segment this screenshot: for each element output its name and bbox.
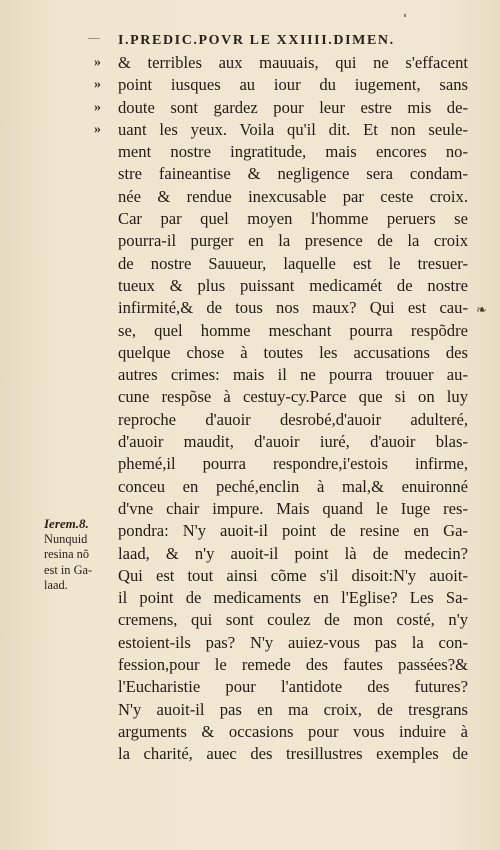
text-line: fession,pour le remede des fautes passées?& [118, 655, 468, 675]
text-line: se, quel homme meschant pourra respõdre [118, 320, 468, 340]
text-line: conceu en peché,enclin à mal,& enuironné [118, 476, 468, 496]
text-line: laad, & n'y auoit-il point là de medecin? [118, 543, 468, 563]
text-line: & terribles aux mauuais, qui ne s'effacent [118, 53, 468, 72]
text-line: la charité, auec des tresillustres exemples de [118, 744, 468, 764]
text-line: née & rendue inexcusable par ceste croix. [118, 186, 468, 206]
quotation-marks-column [94, 52, 114, 141]
text-line: autres crimes: mais il ne pourra trouuer au- [118, 365, 468, 385]
text-line: d'vne chair impure. Mais quand le Iuge res- [118, 498, 468, 518]
body-text [118, 52, 468, 766]
running-head: I.PREDIC.POVR LE XXIIII.DIMEN. [118, 33, 395, 48]
text-line: doute sont gardez pour leur estre mis de- [118, 97, 468, 117]
margin-note-line: est in Ga- [44, 562, 93, 577]
text-line: d'auoir maudit, d'auoir iuré, d'auoir blas- [118, 432, 468, 452]
margin-note-line: Nunquid [44, 531, 88, 546]
text-line: reproche d'auoir desrobé,d'auoir adulteré, [118, 409, 468, 429]
margin-reference: Ierem.8. [44, 516, 89, 531]
text-line: pourra-il purger en la presence de la croix [118, 231, 468, 251]
text-line: Qui est tout ainsi cõme s'il disoit:N'y auoit- [118, 565, 468, 585]
margin-note-line: resina nõ [44, 547, 90, 561]
quote-mark: » [94, 55, 101, 70]
ink-dot [404, 14, 406, 17]
marginal-ornament: ❧ [476, 302, 487, 317]
quote-mark: » [94, 77, 101, 93]
margin-note [44, 516, 116, 594]
text-line: cremens, qui sont coulez de mon costé, n'y [118, 610, 468, 630]
text-line: pondra: N'y auoit-il point de resine en Ga- [118, 521, 468, 541]
text-line: ment nostre ingratitude, mais encores no- [118, 142, 468, 162]
header-left-mark: — [88, 30, 100, 44]
text-line: estoient-ils pas? N'y auiez-vous pas la con- [118, 632, 468, 652]
text-line: il point de medicaments en l'Eglise? Les Sa- [118, 588, 468, 608]
text-line: Car par quel moyen l'homme peruers se [118, 209, 468, 229]
quote-mark: » [94, 99, 101, 115]
text-line: uant les yeux. Voila qu'il dit. Et non seule- [118, 119, 468, 139]
margin-note-line: laad. [44, 578, 68, 592]
text-line: phemé,il pourra respondre,i'estois infirme, [118, 454, 468, 474]
text-line: stre faineantise & negligence sera condam- [118, 164, 468, 184]
text-line: quelque chose à toutes les accusations des [118, 342, 468, 362]
text-line: point iusques au iour du iugement, sans [118, 75, 468, 95]
quote-mark: » [94, 121, 101, 137]
text-line: tueux & plus puissant medicamét de nostre [118, 275, 468, 295]
text-line: cune respõse à cestuy-cy.Parce que si on luy [118, 387, 468, 407]
text-line: l'Eucharistie pour l'antidote des futures? [118, 677, 468, 697]
text-line: de nostre Sauueur, laquelle est le tresuer- [118, 253, 468, 273]
text-line: infirmité,& de tous nos maux? Qui est cau- [118, 298, 468, 318]
text-line: N'y auoit-il pas en ma croix, de tresgrans [118, 699, 468, 719]
text-line: arguments & occasions pour vous induire à [118, 721, 468, 741]
